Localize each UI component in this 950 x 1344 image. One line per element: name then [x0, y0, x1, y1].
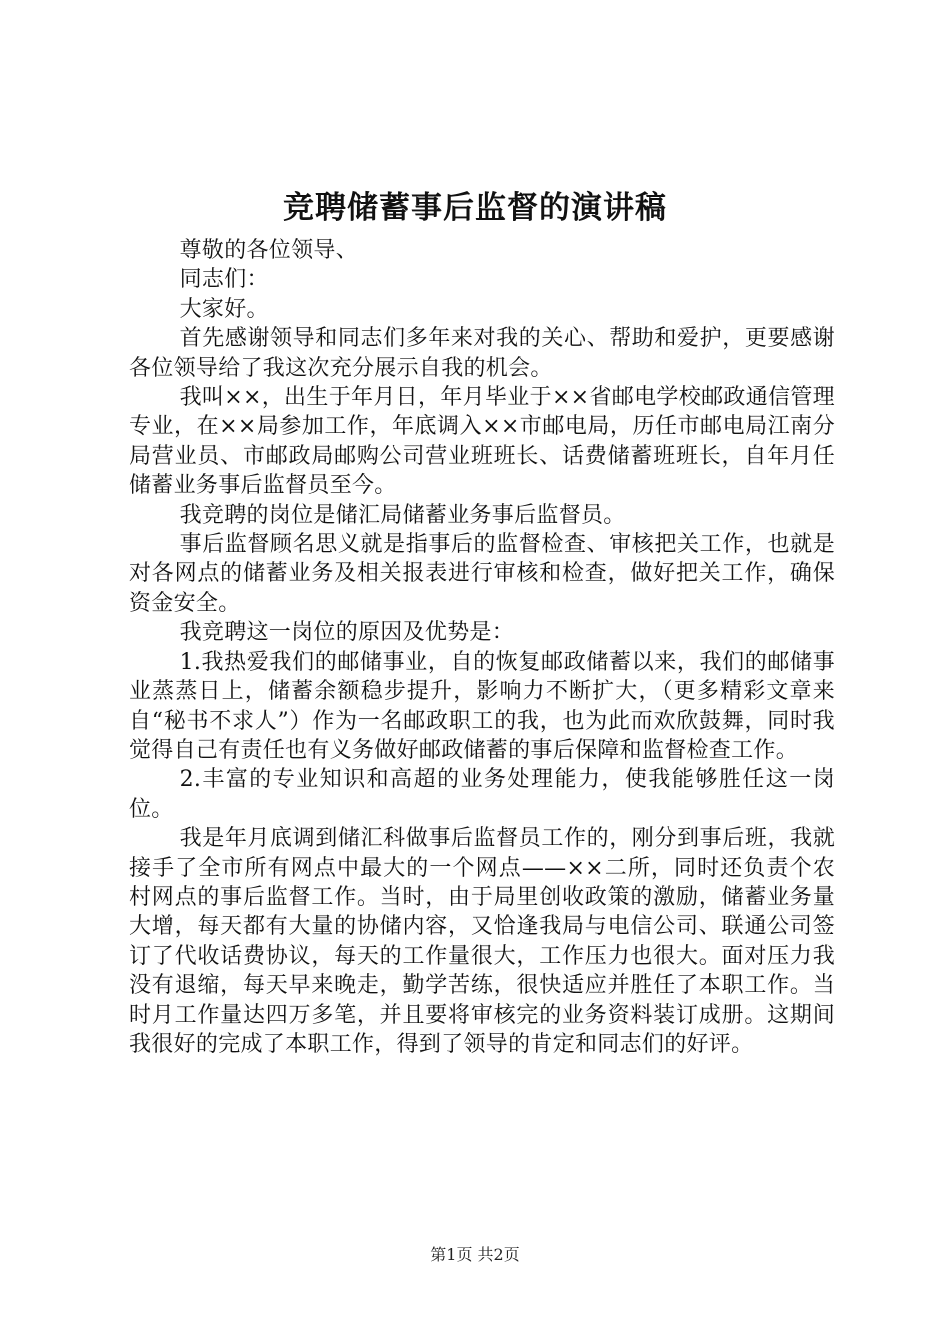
- paragraph-greeting: 大家好。: [179, 296, 269, 322]
- paragraph-reason-2: 2.丰富的专业知识和高超的业务处理能力，使我能够胜任这一岗位。: [129, 767, 835, 822]
- paragraph-reasons-intro: 我竞聘这一岗位的原因及优势是：: [179, 620, 515, 646]
- page-number-footer: 第1页 共2页: [430, 1245, 520, 1264]
- paragraph-definition: 事后监督顾名思义就是指事后的监督检查、审核把关工作，也就是对各网点的储蓄业务及相关报表进行审核和检查，做好把关工作，确保资金安全。: [129, 532, 835, 616]
- paragraph-salutation-comrades: 同志们：: [179, 267, 269, 293]
- paragraph-position: 我竞聘的岗位是储汇局储蓄业务事后监督员。: [179, 502, 626, 528]
- paragraph-thanks: 首先感谢领导和同志们多年来对我的关心、帮助和爱护，更要感谢各位领导给了我这次充分展示自我的机会。: [129, 326, 835, 381]
- document-body: [129, 236, 835, 1059]
- paragraph-reason-1: 1.我热爱我们的邮储事业，自的恢复邮政储蓄以来，我们的邮储事业蒸蒸日上，储蓄余额稳步提升，影响力不断扩大，（更多精彩文章来自“秘书不求人”）作为一名邮政职工的我，也为此而欢欣鼓舞，同时我觉得自己有责任也有义务做好邮政储蓄的事后保障和监督检查工作。: [129, 649, 835, 763]
- paragraph-experience: 我是年月底调到储汇科做事后监督员工作的，刚分到事后班，我就接手了全市所有网点中最大的一个网点——××二所，同时还负责个农村网点的事后监督工作。当时，由于局里创收政策的激励，储蓄业务量大增，每天都有大量的协储内容，又恰逢我局与电信公司、联通公司签订了代收话费协议，每天的工作量很大，工作压力也很大。面对压力我没有退缩，每天早来晚走，勤学苦练，很快适应并胜任了本职工作。当时月工作量达四万多笔，并且要将审核完的业务资料装订成册。这期间我很好的完成了本职工作，得到了领导的肯定和同志们的好评。: [129, 826, 835, 1057]
- paragraph-self-introduction: 我叫××，出生于年月日，年月毕业于××省邮电学校邮政通信管理专业，在××局参加工作，年底调入××市邮电局，历任市邮电局江南分局营业员、市邮政局邮购公司营业班班长、话费储蓄班班长，自年月任储蓄业务事后监督员至今。: [129, 385, 835, 499]
- document-title: 竞聘储蓄事后监督的演讲稿: [283, 190, 667, 226]
- paragraph-salutation-leaders: 尊敬的各位领导、: [179, 238, 358, 263]
